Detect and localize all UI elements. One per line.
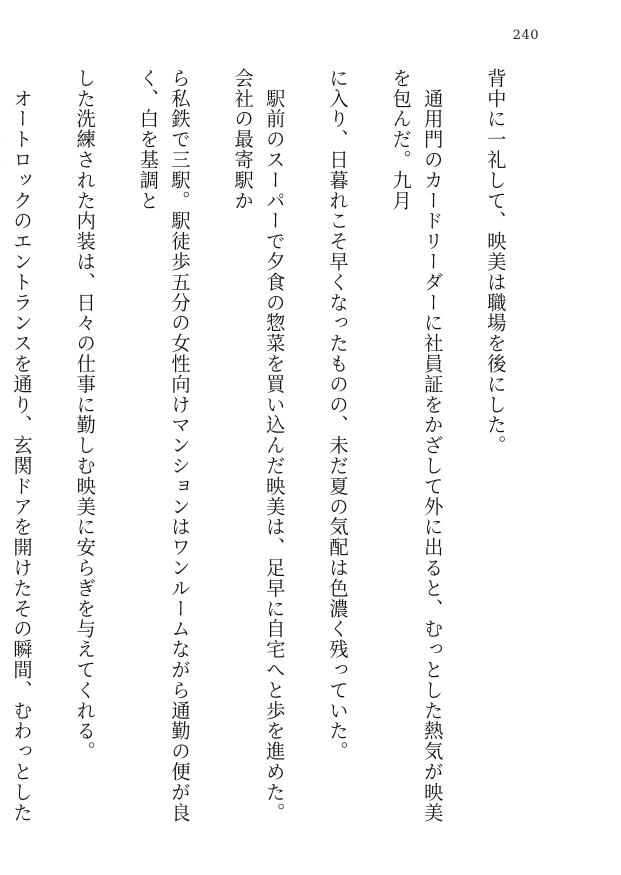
text-column: 駅前のスーパーで夕食の惣菜を買い込んだ映美は、足早に自宅へと歩を進めた。会社の最寄駅か: [231, 68, 287, 823]
text-column: 通用門のカードリーダーに社員証をかざして外に出ると、むっとした熱気が映美を包んだ。九月: [389, 68, 445, 823]
text-column: 背中に一礼して、映美は職場を後にした。: [484, 68, 508, 456]
text-column: ら私鉄で三駅。駅徒歩五分の女性向けマンションはワンルームながら通勤の便が良く、白を基調と: [136, 68, 192, 823]
vertical-text-body: [10, 68, 543, 843]
text-column: に入り、日暮れこそ早くなったものの、未だ夏の気配は色濃く残っていた。: [326, 68, 350, 762]
text-column: した洗練された内装は、日々の仕事に勤しむ映美に安らぎを与えてくれる。: [73, 68, 97, 762]
text-column: オートロックのエントランスを通り、玄関ドアを開けたその瞬間、むわっとした: [10, 88, 34, 823]
page-number: 240: [512, 28, 539, 43]
